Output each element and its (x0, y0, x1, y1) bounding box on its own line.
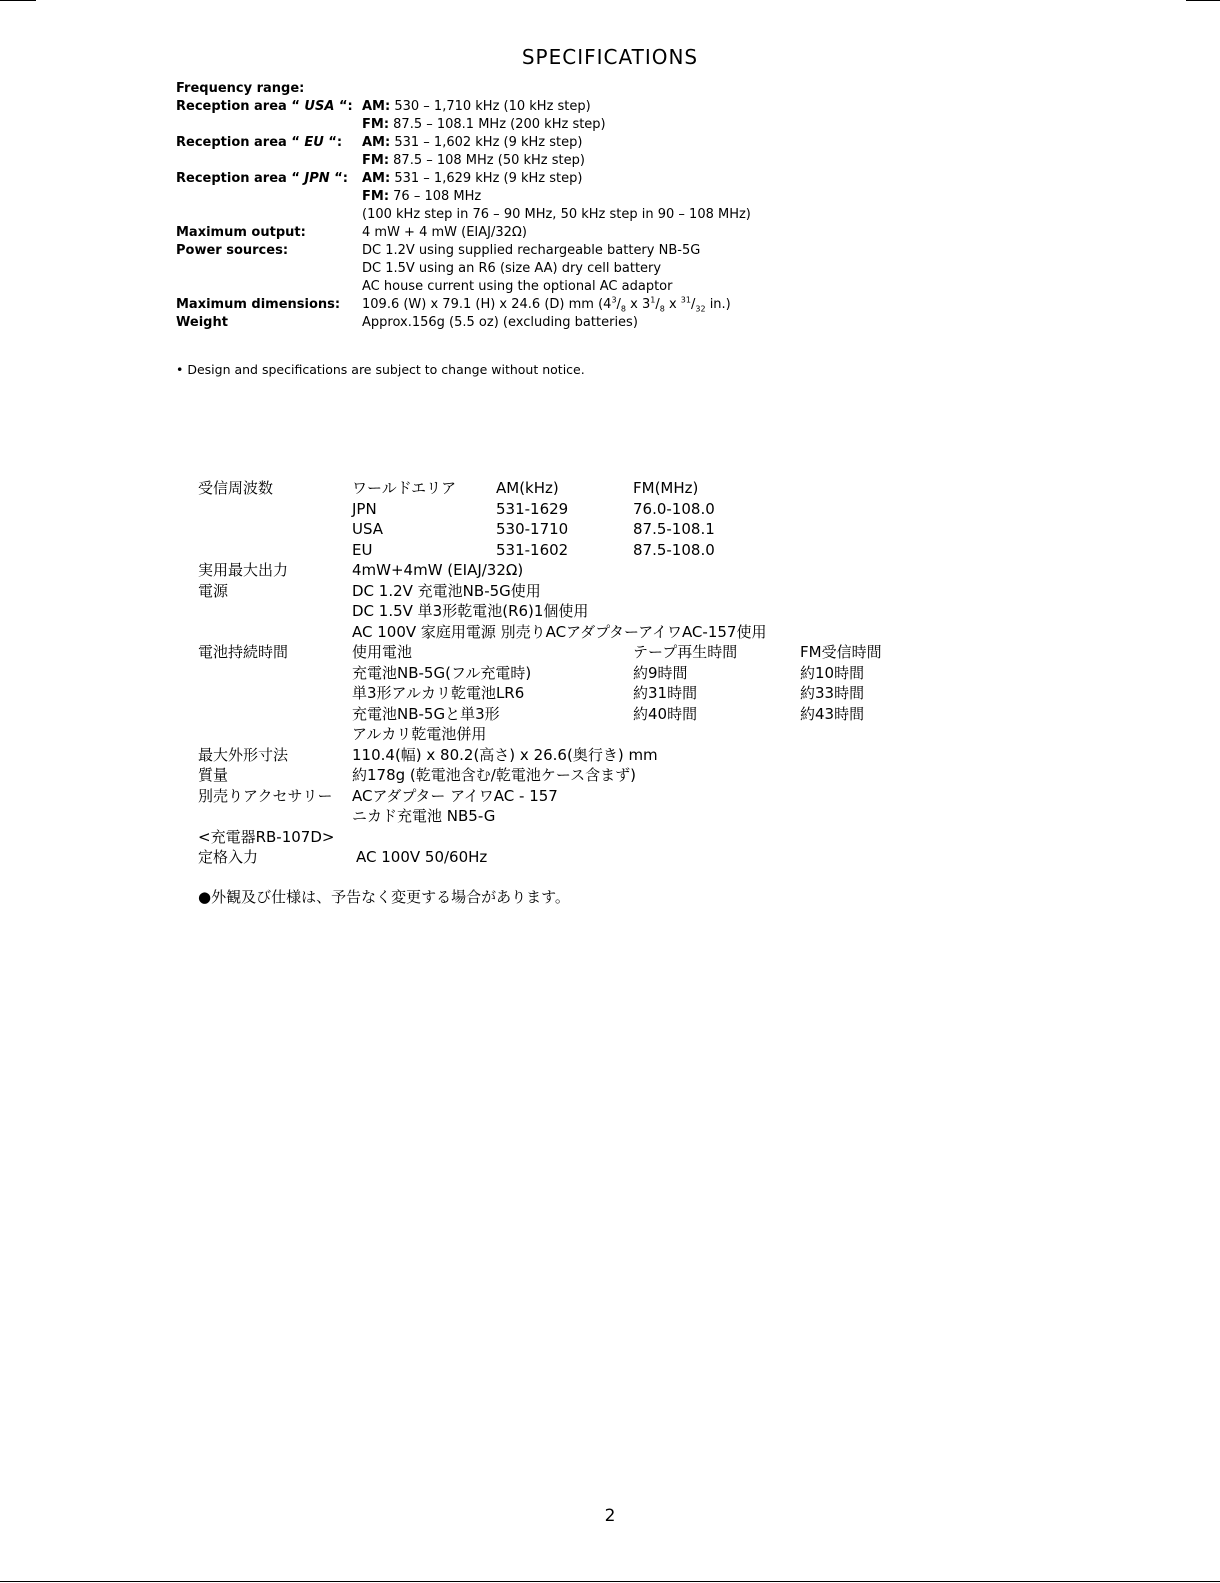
jp-power-value: DC 1.5V 単3形乾電池(R6)1個使用 (352, 602, 589, 620)
jp-rated-input-label: 定格入力 (198, 848, 259, 866)
jp-rated-input-value: AC 100V 50/60Hz (356, 848, 488, 866)
jp-freq-area: JPN (352, 499, 377, 518)
jp-freq-area: EU (352, 540, 373, 559)
jp-battery-header-tape: テープ再生時間 (633, 643, 738, 661)
power-value-2: DC 1.5V using an R6 (size AA) dry cell battery (362, 261, 662, 276)
jp-freq-label: 受信周波数 (198, 479, 274, 497)
power-value-1: DC 1.2V using supplied rechargeable battery NB-5G (362, 243, 701, 258)
jp-power-label: 電源 (198, 581, 229, 600)
japanese-disclaimer: ●外観及び仕様は、予告なく変更する場合があります。 (198, 888, 570, 906)
jp-freq-fm: 76.0-108.0 (633, 499, 715, 518)
jpn-label: Reception area “ JPN “: (176, 171, 348, 186)
page-number: 2 (604, 1506, 616, 1526)
jp-weight-value: 約178g (乾電池含む/乾電池ケース含まず) (352, 766, 636, 784)
frequency-range-label: Frequency range: (176, 81, 305, 96)
jp-battery-header-type: 使用電池 (352, 643, 413, 661)
jp-freq-fm: 87.5-108.1 (633, 520, 715, 538)
jp-accessories-value: ACアダプター アイワAC - 157 (352, 786, 558, 805)
power-label: Power sources: (176, 243, 289, 258)
jp-charger-label: <充電器RB-107D> (198, 827, 335, 846)
max-output-label: Maximum output: (176, 225, 306, 240)
jp-dimensions-value: 110.4(幅) x 80.2(高さ) x 26.6(奥行き) mm (352, 745, 658, 764)
jp-battery-fm: 約33時間 (800, 684, 865, 702)
jpn-am-value: AM: 531 – 1,629 kHz (9 kHz step) (362, 171, 583, 186)
jp-battery-tape: 約9時間 (633, 663, 688, 682)
top-right-rule (1186, 0, 1220, 1)
eu-am-value: AM: 531 – 1,602 kHz (9 kHz step) (362, 135, 583, 150)
page-title: SPECIFICATIONS (521, 45, 699, 69)
jp-freq-header-area: ワールドエリア (352, 479, 457, 497)
jp-weight-label: 質量 (198, 766, 229, 784)
power-value-3: AC house current using the optional AC adaptor (362, 279, 673, 294)
jp-battery-type-extra: アルカリ乾電池併用 (352, 725, 487, 743)
usa-am-value: AM: 530 – 1,710 kHz (10 kHz step) (362, 99, 591, 114)
jp-freq-am: 531-1629 (496, 499, 569, 518)
eu-label: Reception area “ EU “: (176, 135, 343, 150)
weight-value: Approx.156g (5.5 oz) (excluding batteries) (362, 315, 638, 330)
jp-battery-type: 単3形アルカリ乾電池LR6 (352, 684, 525, 702)
weight-label: Weight (176, 315, 228, 330)
usa-label: Reception area “ USA “: (176, 99, 353, 114)
jp-battery-header-fm: FM受信時間 (800, 643, 882, 661)
jp-battery-type: 充電池NB-5G(フル充電時) (352, 663, 532, 682)
jp-freq-header-am: AM(kHz) (496, 479, 559, 497)
jp-battery-tape: 約31時間 (633, 684, 698, 702)
jp-freq-am: 531-1602 (496, 540, 569, 559)
english-disclaimer: • Design and specifications are subject to change without notice. (176, 362, 585, 377)
jp-freq-header-fm: FM(MHz) (633, 479, 699, 497)
jp-battery-fm: 約10時間 (800, 663, 865, 682)
jp-output-value: 4mW+4mW (EIAJ/32Ω) (352, 561, 524, 579)
jp-battery-type: 充電池NB-5Gと単3形 (352, 704, 500, 723)
top-left-rule (0, 0, 36, 1)
jp-freq-am: 530-1710 (496, 520, 569, 538)
jp-power-value: DC 1.2V 充電池NB-5G使用 (352, 581, 541, 600)
jp-battery-fm: 約43時間 (800, 704, 865, 723)
dimensions-value: 109.6 (W) x 79.1 (H) x 24.6 (D) mm ($4^3/_8$ x $3^1/_8$ x $^{31}/_{32}$ in.) (362, 295, 731, 314)
jp-accessories-value: ニカド充電池 NB5-G (352, 807, 496, 825)
jp-power-value: AC 100V 家庭用電源 別売りACアダプターアイワAC-157使用 (352, 622, 767, 641)
max-output-value: 4 mW + 4 mW (EIAJ/32Ω) (362, 225, 527, 240)
usa-fm-value: FM: 87.5 – 108.1 MHz (200 kHz step) (362, 117, 606, 132)
jp-battery-tape: 約40時間 (633, 704, 698, 723)
jpn-fm-value: FM: 76 – 108 MHz (362, 189, 482, 204)
bottom-rule (0, 1581, 1220, 1582)
jp-freq-area: USA (352, 520, 384, 538)
jp-accessories-label: 別売りアクセサリー (198, 786, 333, 805)
dimensions-label: Maximum dimensions: (176, 297, 341, 312)
jpn-fm-note: (100 kHz step in 76 – 90 MHz, 50 kHz step in 90 – 108 MHz) (362, 207, 751, 222)
jp-output-label: 実用最大出力 (198, 561, 289, 579)
jp-dimensions-label: 最大外形寸法 (198, 745, 289, 764)
jp-battery-label: 電池持続時間 (198, 643, 289, 661)
eu-fm-value: FM: 87.5 – 108 MHz (50 kHz step) (362, 153, 585, 168)
jp-freq-fm: 87.5-108.0 (633, 540, 715, 559)
